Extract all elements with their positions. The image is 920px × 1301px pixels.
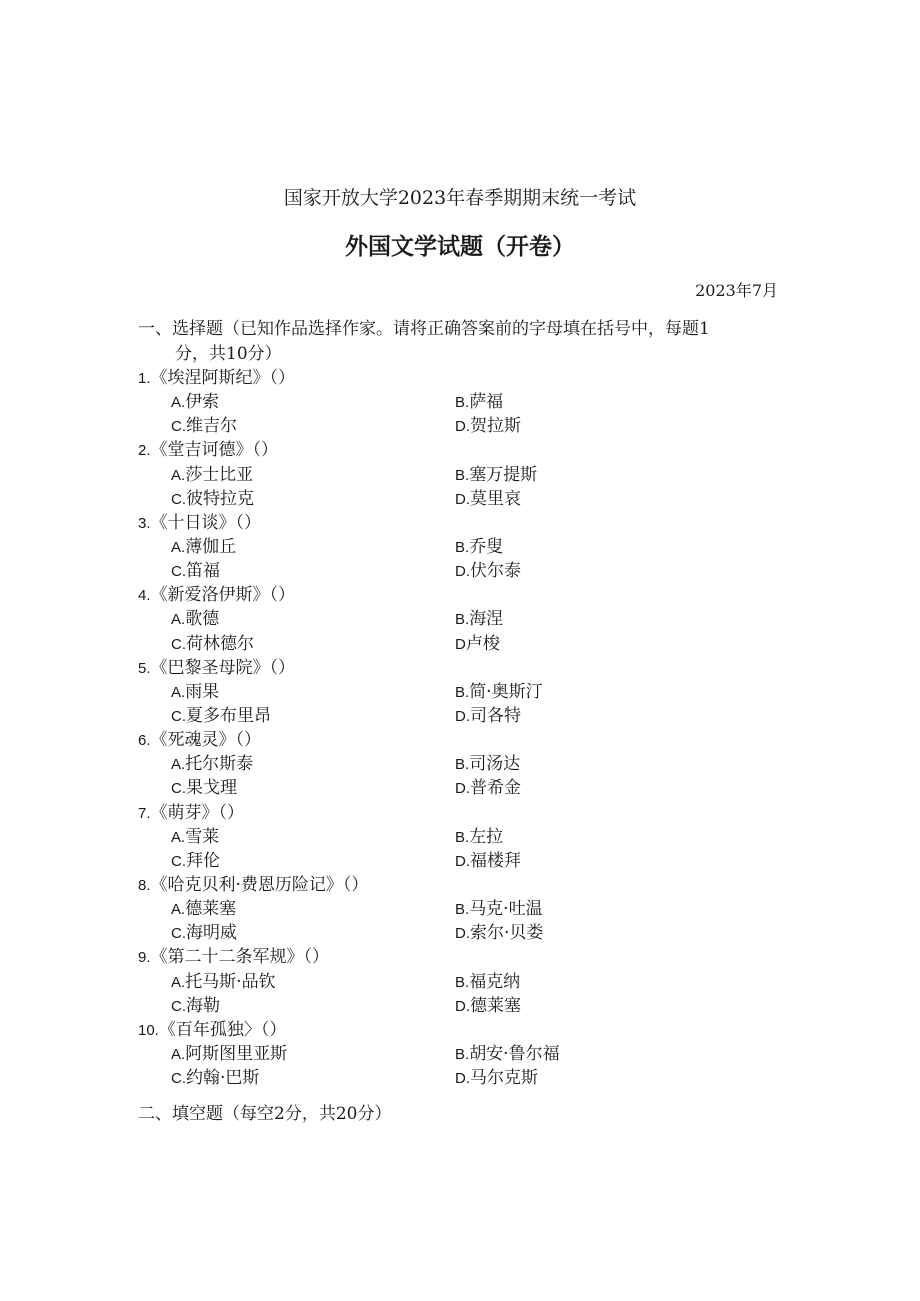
- option-text: 夏多布里昂: [186, 705, 271, 726]
- exam-date: 2023年7月: [695, 281, 778, 300]
- option-c: [171, 849, 220, 874]
- option-letter: B.: [455, 756, 470, 774]
- question-stem: [138, 366, 295, 391]
- option-row: [0, 632, 920, 656]
- option-text: 薄伽丘: [185, 536, 237, 557]
- option-b: [455, 825, 503, 850]
- option-letter: C.: [171, 997, 186, 1015]
- option-text: 索尔·贝娄: [470, 923, 544, 944]
- option-a: [171, 607, 219, 632]
- option-c: [171, 632, 254, 657]
- option-letter: C.: [171, 780, 186, 798]
- question-number: 2.: [138, 442, 151, 460]
- option-letter: D.: [455, 418, 470, 436]
- question-stem: [138, 583, 295, 608]
- option-c: [171, 487, 254, 512]
- option-c: [171, 1066, 259, 1091]
- option-text: 伏尔泰: [470, 561, 521, 582]
- question-text: 《第二十二条军规》（）: [150, 947, 330, 968]
- option-row: [0, 607, 920, 631]
- option-letter: D.: [455, 1070, 470, 1088]
- option-d: [455, 414, 521, 439]
- question-text: 《百年孤独〉（）: [158, 1019, 287, 1040]
- option-row: [0, 970, 920, 994]
- question-text: 《死魂灵》（）: [150, 730, 262, 751]
- option-row: [0, 414, 920, 438]
- option-letter: D.: [455, 997, 470, 1015]
- option-d: [455, 632, 500, 657]
- option-b: [455, 970, 520, 995]
- option-d: [455, 559, 521, 584]
- option-a: [171, 970, 276, 995]
- question-number: 7.: [138, 804, 151, 822]
- option-letter: A.: [171, 901, 186, 919]
- question-stem-row: [0, 656, 920, 680]
- option-letter: A.: [171, 1045, 186, 1063]
- option-letter: C.: [171, 707, 186, 725]
- option-a: [171, 825, 219, 850]
- question-stem-row: [0, 801, 920, 825]
- option-text: 左拉: [469, 826, 504, 847]
- option-text: 海勒: [186, 995, 220, 1016]
- option-d: [455, 1066, 538, 1091]
- option-letter: D.: [455, 563, 470, 581]
- option-text: 福楼拜: [470, 850, 521, 871]
- option-a: [171, 535, 236, 560]
- option-letter: B.: [455, 828, 470, 846]
- option-b: [455, 1042, 560, 1067]
- option-text: 莫里哀: [470, 488, 521, 509]
- option-text: 马克·吐温: [469, 899, 543, 920]
- option-row: [0, 1066, 920, 1090]
- option-letter: B.: [455, 901, 470, 919]
- option-row: [0, 680, 920, 704]
- option-letter: A.: [171, 466, 186, 484]
- option-row: [0, 752, 920, 776]
- option-row: [0, 463, 920, 487]
- option-b: [455, 607, 503, 632]
- option-letter: B.: [455, 466, 470, 484]
- question-stem: [138, 656, 295, 681]
- option-text: 海明威: [186, 923, 237, 944]
- option-text: 卢梭: [465, 633, 500, 654]
- option-letter: A.: [171, 538, 186, 556]
- question-stem: [138, 1018, 286, 1043]
- option-letter: D.: [455, 925, 470, 943]
- question-stem: [138, 511, 261, 536]
- option-text: 马尔克斯: [470, 1068, 538, 1089]
- option-letter: C.: [171, 635, 186, 653]
- question-number: 5.: [138, 659, 151, 677]
- option-a: [171, 752, 253, 777]
- option-text: 萨福: [469, 392, 504, 413]
- option-letter: B.: [455, 611, 470, 629]
- option-row: [0, 849, 920, 873]
- question-stem: [138, 873, 368, 898]
- option-text: 德莱塞: [185, 899, 237, 920]
- question-text: 《十日谈》（）: [150, 512, 262, 533]
- option-a: [171, 390, 219, 415]
- question-text: 《哈克贝利·费恩历险记》（）: [150, 874, 369, 895]
- option-d: [455, 487, 521, 512]
- option-b: [455, 535, 503, 560]
- option-row: [0, 1042, 920, 1066]
- option-letter: D.: [455, 780, 470, 798]
- option-text: 莎士比亚: [185, 464, 254, 485]
- option-text: 海涅: [469, 609, 504, 630]
- section-one-heading-continued: 分，共10分）: [175, 344, 282, 364]
- paper-title: 外国文学试题（开卷）: [345, 233, 575, 260]
- question-number: 9.: [138, 949, 151, 967]
- section-two-heading: 二、填空题（每空2分，共20分）: [138, 1104, 392, 1124]
- option-c: [171, 776, 237, 801]
- option-letter: B.: [455, 538, 470, 556]
- option-row: [0, 390, 920, 414]
- option-letter: C.: [171, 418, 186, 436]
- question-text: 《萌芽》（）: [150, 802, 245, 823]
- option-letter: A.: [171, 973, 186, 991]
- option-a: [171, 1042, 287, 1067]
- option-row: [0, 535, 920, 559]
- option-letter: C.: [171, 563, 186, 581]
- option-text: 荷林德尔: [186, 633, 254, 654]
- option-row: [0, 776, 920, 800]
- question-stem-row: [0, 728, 920, 752]
- option-text: 托马斯·品钦: [185, 971, 276, 992]
- option-row: [0, 994, 920, 1018]
- question-text: 《埃涅阿斯纪》（）: [150, 368, 296, 388]
- option-a: [171, 897, 236, 922]
- option-letter: D: [455, 635, 466, 653]
- exam-title: 国家开放大学2023年春季期期末统一考试: [283, 187, 637, 209]
- option-letter: C.: [171, 925, 186, 943]
- option-row: [0, 825, 920, 849]
- option-text: 拜伦: [186, 850, 220, 871]
- question-number: 4.: [138, 587, 151, 605]
- option-c: [171, 921, 237, 946]
- option-letter: B.: [455, 1045, 470, 1063]
- option-text: 司各特: [470, 705, 521, 726]
- option-b: [455, 897, 543, 922]
- option-text: 德莱塞: [470, 995, 521, 1016]
- option-d: [455, 776, 521, 801]
- option-c: [171, 559, 220, 584]
- option-letter: C.: [171, 490, 186, 508]
- question-stem-row: [0, 1018, 920, 1042]
- option-d: [455, 921, 543, 946]
- option-c: [171, 414, 237, 439]
- option-letter: D.: [455, 707, 470, 725]
- option-c: [171, 994, 220, 1019]
- option-text: 约翰·巴斯: [186, 1068, 260, 1089]
- option-row: [0, 487, 920, 511]
- question-stem: [138, 728, 261, 753]
- option-text: 维吉尔: [186, 416, 237, 437]
- option-text: 彼特拉克: [186, 488, 254, 509]
- option-letter: A.: [171, 394, 186, 412]
- question-stem-row: [0, 438, 920, 462]
- option-b: [455, 752, 520, 777]
- option-text: 阿斯图里亚斯: [185, 1043, 288, 1064]
- question-number: 6.: [138, 732, 151, 750]
- question-stem: [138, 801, 244, 826]
- question-number: 3.: [138, 514, 151, 532]
- option-letter: D.: [455, 852, 470, 870]
- option-text: 雪莱: [185, 826, 220, 847]
- option-text: 贺拉斯: [470, 416, 521, 437]
- option-row: [0, 921, 920, 945]
- option-letter: C.: [171, 1070, 186, 1088]
- option-letter: B.: [455, 394, 470, 412]
- question-number: 1.: [138, 370, 151, 387]
- option-letter: B.: [455, 973, 470, 991]
- option-a: [171, 680, 219, 705]
- option-letter: A.: [171, 683, 186, 701]
- question-stem-row: [0, 945, 920, 969]
- option-text: 普希金: [470, 778, 521, 799]
- option-letter: D.: [455, 490, 470, 508]
- option-text: 简·奥斯汀: [469, 681, 543, 702]
- option-letter: A.: [171, 828, 186, 846]
- option-d: [455, 994, 521, 1019]
- option-text: 塞万提斯: [469, 464, 538, 485]
- question-stem-row: [0, 873, 920, 897]
- option-text: 果戈理: [186, 778, 237, 799]
- option-row: [0, 559, 920, 583]
- option-text: 司汤达: [469, 754, 521, 775]
- option-a: [171, 463, 253, 488]
- option-letter: B.: [455, 683, 470, 701]
- option-letter: C.: [171, 852, 186, 870]
- question-list: [0, 366, 920, 1090]
- question-stem-row: [0, 511, 920, 535]
- option-d: [455, 849, 521, 874]
- option-text: 歌德: [185, 609, 220, 630]
- option-text: 笛福: [186, 561, 220, 582]
- section-one-heading: 一、选择题（已知作品选择作家。请将正确答案前的字母填在括号中，每题1: [138, 319, 710, 339]
- option-text: 雨果: [185, 681, 220, 702]
- option-b: [455, 463, 537, 488]
- option-text: 胡安·鲁尔福: [469, 1043, 560, 1064]
- question-number: 10.: [138, 1021, 159, 1039]
- option-d: [455, 704, 521, 729]
- option-b: [455, 680, 543, 705]
- question-stem-row: [0, 583, 920, 607]
- option-letter: A.: [171, 756, 186, 774]
- option-text: 伊索: [185, 392, 220, 413]
- question-stem: [138, 945, 329, 970]
- question-text: 《新爱洛伊斯》（）: [150, 585, 296, 606]
- option-text: 托尔斯泰: [185, 754, 254, 775]
- question-stem: [138, 438, 278, 463]
- question-stem-row: [0, 366, 920, 390]
- option-row: [0, 897, 920, 921]
- option-b: [455, 390, 503, 415]
- question-text: 《堂吉诃德》（）: [150, 440, 279, 461]
- option-letter: A.: [171, 611, 186, 629]
- question-text: 《巴黎圣母院》（）: [150, 657, 296, 678]
- option-c: [171, 704, 271, 729]
- option-text: 乔叟: [469, 536, 504, 557]
- question-number: 8.: [138, 876, 151, 894]
- option-text: 福克纳: [469, 971, 521, 992]
- option-row: [0, 704, 920, 728]
